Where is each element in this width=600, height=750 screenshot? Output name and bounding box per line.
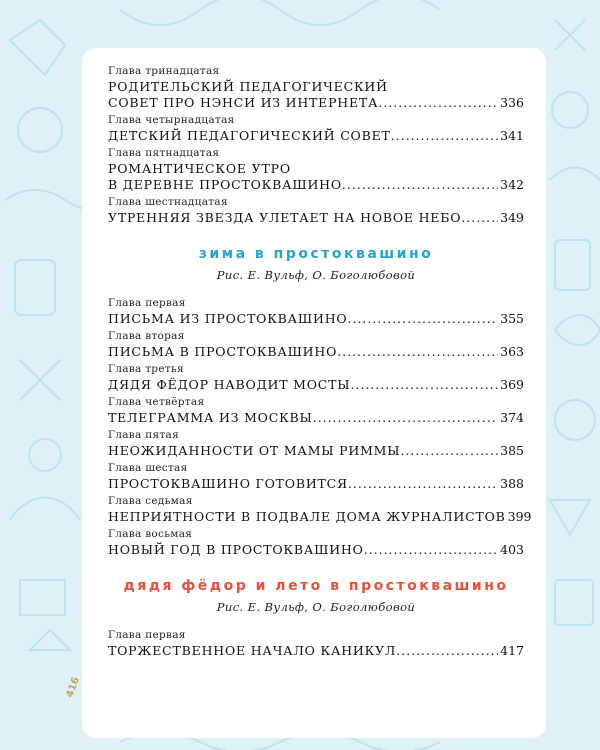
entry-title: ДЯДЯ ФЁДОР НАВОДИТ МОСТЫ (108, 377, 351, 392)
entry-row[interactable] (108, 95, 524, 111)
dot-leader (313, 410, 498, 426)
illustrator-credit: Рис. Е. Вульф, О. Боголюбовой (216, 600, 416, 614)
entry-row[interactable] (108, 443, 524, 459)
page-number: 341 (500, 128, 524, 143)
chapter-label: Глава третья (108, 363, 184, 375)
entry-row[interactable] (108, 377, 524, 393)
dot-leader (378, 95, 498, 111)
chapter-label: Глава вторая (108, 330, 185, 342)
entry-title: НЕПРИЯТНОСТИ В ПОДВАЛЕ ДОМА ЖУРНАЛИСТОВ (108, 509, 506, 524)
page-number: 363 (500, 344, 524, 359)
page-number: 403 (500, 542, 524, 557)
entry-title: ТОРЖЕСТВЕННОЕ НАЧАЛО КАНИКУЛ (108, 643, 397, 658)
dot-leader (348, 476, 498, 492)
dot-leader (350, 377, 498, 393)
toc-entry (108, 329, 524, 360)
dot-leader (461, 210, 498, 226)
page-number: 369 (500, 377, 524, 392)
toc-entry (108, 527, 524, 558)
book-page (82, 48, 546, 738)
toc-entry (108, 64, 524, 111)
chapter-label: Глава первая (108, 297, 186, 309)
chapter-label: Глава четырнадцатая (108, 114, 235, 126)
toc-entry (108, 362, 524, 393)
toc-entry (108, 395, 524, 426)
dot-leader (400, 443, 498, 459)
entry-title: УТРЕННЯЯ ЗВЕЗДА УЛЕТАЕТ НА НОВОЕ НЕБО (108, 210, 462, 225)
page-number: 349 (500, 210, 524, 225)
entry-row[interactable] (108, 476, 524, 492)
dot-leader (391, 128, 498, 144)
chapter-label: Глава шестнадцатая (108, 196, 228, 208)
page-number: 342 (500, 177, 524, 192)
entry-title: НОВЫЙ ГОД В ПРОСТОКВАШИНО (108, 542, 364, 557)
entry-row[interactable] (108, 643, 524, 659)
chapter-label: Глава седьмая (108, 495, 193, 507)
toc-entry (108, 461, 524, 492)
illustrator-credit: Рис. Е. Вульф, О. Боголюбовой (216, 268, 416, 282)
chapter-label: Глава пятая (108, 429, 180, 441)
entry-title: ПРОСТОКВАШИНО ГОТОВИТСЯ (108, 476, 348, 491)
toc-entry (108, 494, 532, 525)
entry-row[interactable] (108, 410, 524, 426)
entry-title: ПИСЬМА ИЗ ПРОСТОКВАШИНО (108, 311, 348, 326)
dot-leader (396, 643, 498, 659)
page-number: 336 (500, 95, 524, 110)
dot-leader (364, 542, 498, 558)
entry-title: ДЕТСКИЙ ПЕДАГОГИЧЕСКИЙ СОВЕТ (108, 128, 391, 143)
dot-leader (347, 311, 498, 327)
toc-entry (108, 146, 524, 193)
section-title-summer: дядя фёдор и лето в простоквашино (123, 578, 509, 594)
entry-title: ПИСЬМА В ПРОСТОКВАШИНО (108, 344, 338, 359)
chapter-label: Глава четвёртая (108, 396, 205, 408)
entry-title: НЕОЖИДАННОСТИ ОТ МАМЫ РИММЫ (108, 443, 401, 458)
entry-row[interactable] (108, 344, 524, 360)
toc-entry (108, 195, 524, 226)
toc-entry (108, 113, 524, 144)
table-of-contents (108, 64, 532, 661)
page-number: 417 (500, 643, 524, 658)
chapter-label: Глава первая (108, 629, 186, 641)
chapter-label: Глава восьмая (108, 528, 193, 540)
entry-row[interactable] (108, 509, 532, 525)
page-number: 385 (500, 443, 524, 458)
page-folio: 416 (64, 675, 82, 700)
entry-row[interactable] (108, 177, 524, 193)
page-number: 355 (500, 311, 524, 326)
page-number: 388 (500, 476, 524, 491)
entry-title-line: РОМАНТИЧЕСКОЕ УТРО (108, 161, 291, 176)
section-title-winter: зима в простоквашино (198, 246, 434, 262)
dot-leader (337, 344, 498, 360)
entry-title: В ДЕРЕВНЕ ПРОСТОКВАШИНО (108, 177, 342, 192)
toc-entry (108, 296, 524, 327)
chapter-label: Глава пятнадцатая (108, 147, 220, 159)
chapter-label: Глава шестая (108, 462, 188, 474)
dot-leader (342, 177, 498, 193)
entry-row[interactable] (108, 311, 524, 327)
page-number: 399 (507, 509, 532, 524)
entry-row[interactable] (108, 542, 524, 558)
entry-title: ТЕЛЕГРАММА ИЗ МОСКВЫ (108, 410, 313, 425)
toc-entry (108, 428, 524, 459)
page-number: 374 (500, 410, 524, 425)
toc-entry (108, 628, 524, 659)
entry-title-line: РОДИТЕЛЬСКИЙ ПЕДАГОГИЧЕСКИЙ (108, 79, 388, 94)
entry-title: СОВЕТ ПРО НЭНСИ ИЗ ИНТЕРНЕТА (108, 95, 379, 110)
entry-row[interactable] (108, 210, 524, 226)
chapter-label: Глава тринадцатая (108, 65, 220, 77)
entry-row[interactable] (108, 128, 524, 144)
